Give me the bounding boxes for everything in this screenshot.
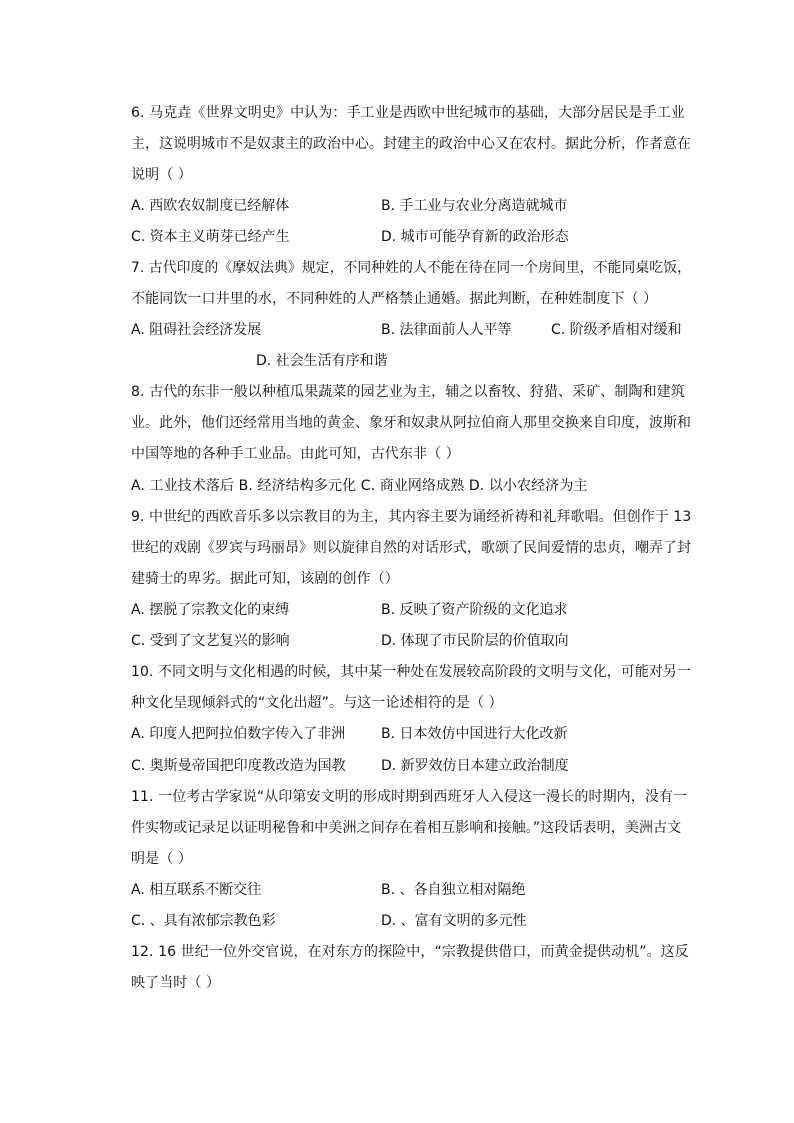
q9-option-a: A. 摆脱了宗教文化的束缚 — [131, 602, 290, 618]
q6-option-a: A. 西欧农奴制度已经解体 — [131, 198, 290, 214]
q8-line-1: 8. 古代的东非一般以种植瓜果蔬菜的园艺业为主，辅之以畜牧、狩猎、采矿、制陶和建筑 — [131, 384, 685, 400]
q11-option-b: B. 、各自独立相对隔绝 — [381, 882, 526, 898]
q9-line-3: 建骑士的卑劣。据此可知，该剧的创作（） — [131, 571, 399, 587]
q9-line-1: 9. 中世纪的西欧音乐多以宗教目的为主，其内容主要为诵经祈祷和礼拜歌唱。但创作于 13 — [131, 509, 692, 525]
q7-option-a: A. 阻碍社会经济发展 — [131, 322, 262, 338]
q10-option-d: D. 新罗效仿日本建立政治制度 — [381, 758, 569, 774]
q8-line-3: 中国等地的各种手工业品。由此可知，古代东非（ ） — [131, 446, 460, 462]
q8-line-2: 业。此外，他们还经常用当地的黄金、象牙和奴隶从阿拉伯商人那里交换来自印度，波斯和 — [131, 415, 691, 431]
q7-option-c: C. 阶级矛盾相对缓和 — [551, 322, 682, 338]
q6-line-1: 6. 马克垚《世界文明史》中认为：手工业是西欧中世纪城市的基础，大部分居民是手工业 — [131, 105, 685, 121]
q6-option-c: C. 资本主义萌芽已经产生 — [131, 229, 290, 245]
q9-option-c: C. 受到了文艺复兴的影响 — [131, 633, 290, 649]
q11-option-a: A. 相互联系不断交往 — [131, 882, 262, 898]
q9-option-b: B. 反映了资产阶级的文化追求 — [381, 602, 568, 618]
q7-option-d: D. 社会生活有序和谐 — [256, 353, 388, 369]
q12-line-2: 映了当时（ ） — [131, 975, 221, 991]
q7-line-1: 7. 古代印度的《摩奴法典》规定，不同种姓的人不能在待在同一个房间里，不能同桌吃饭， — [131, 260, 692, 276]
q7-option-b: B. 法律面前人人平等 — [381, 322, 512, 338]
q7-line-2: 不能同饮一口井里的水，不同种姓的人严格禁止通婚。据此判断，在种姓制度下（ ） — [131, 291, 658, 307]
q10-option-a: A. 印度人把阿拉伯数字传入了非洲 — [131, 726, 346, 742]
q12-line-1: 12. 16 世纪一位外交官说，在对东方的探险中，“宗教提供借口，而黄金提供动机”。这反 — [131, 944, 689, 960]
q11-option-d: D. 、富有文明的多元性 — [381, 913, 527, 929]
q8-options: A. 工业技术落后 B. 经济结构多元化 C. 商业网络成熟 D. 以小农经济为主 — [131, 478, 588, 494]
q9-option-d: D. 体现了市民阶层的价值取向 — [381, 633, 569, 649]
q6-option-d: D. 城市可能孕育新的政治形态 — [381, 229, 569, 245]
q10-line-2: 种文化呈现倾斜式的“文化出超”。与这一论述相符的是（ ） — [131, 695, 503, 711]
q10-option-c: C. 奥斯曼帝国把印度教改造为国教 — [131, 758, 346, 774]
q11-option-c: C. 、具有浓郁宗教色彩 — [131, 913, 276, 929]
q6-option-b: B. 手工业与农业分离造就城市 — [381, 198, 568, 214]
q6-line-2: 主，这说明城市不是奴隶主的政治中心。封建主的政治中心又在农村。据此分析，作者意在 — [131, 136, 691, 152]
q10-line-1: 10. 不同文明与文化相遇的时候，其中某一种处在发展较高阶段的文明与文化，可能对另一 — [131, 664, 691, 680]
q6-line-3: 说明（ ） — [131, 167, 192, 183]
q9-line-2: 世纪的戏剧《罗宾与玛丽昂》则以旋律自然的对话形式，歌颂了民间爱情的忠贞，嘲弄了封 — [131, 540, 691, 556]
q11-line-3: 明是（ ） — [131, 851, 192, 867]
q10-option-b: B. 日本效仿中国进行大化改新 — [381, 726, 568, 742]
q11-line-1: 11. 一位考古学家说“从印第安文明的形成时期到西班牙人入侵这一漫长的时期内，没有一 — [131, 789, 688, 805]
q11-line-2: 件实物或记录足以证明秘鲁和中美洲之间存在着相互影响和接触。”这段话表明，美洲古文 — [131, 820, 682, 836]
